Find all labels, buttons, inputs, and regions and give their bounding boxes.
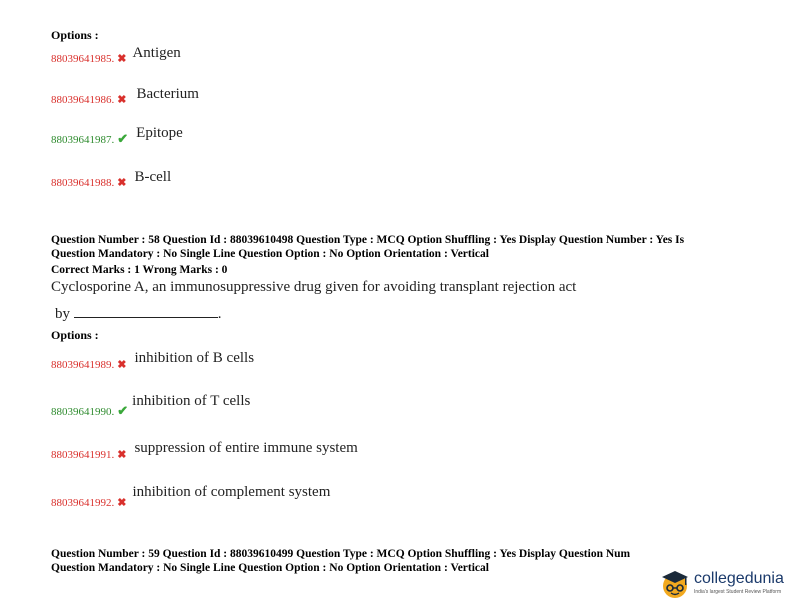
check-mark-icon: ✔: [117, 131, 129, 146]
option-text: Epitope: [136, 125, 183, 141]
option-text: Antigen: [132, 45, 181, 61]
option-text: inhibition of complement system: [132, 484, 331, 500]
option-row: [51, 86, 199, 108]
options-label: Options :: [51, 328, 99, 342]
marks-line: Correct Marks : 1 Wrong Marks : 0: [51, 264, 228, 276]
option-id: 88039641986.: [51, 94, 115, 106]
option-row: [51, 484, 331, 511]
option-row: [51, 440, 358, 463]
option-row: [51, 125, 183, 148]
options-label: Options :: [51, 28, 99, 42]
question-meta-line: Question Mandatory : No Single Line Question Option : No Option Orientation : Vertical: [51, 248, 489, 260]
cross-mark-icon: ✖: [117, 94, 127, 106]
question-meta-line: Question Number : 59 Question Id : 88039610499 Question Type : MCQ Option Shuffling : Yes Display Question Num: [51, 548, 631, 560]
option-id: 88039641987.: [51, 134, 115, 146]
option-row: [51, 393, 251, 420]
cross-mark-icon: ✖: [117, 449, 127, 461]
option-id: 88039641992.: [51, 497, 115, 509]
check-mark-icon: ✔: [117, 403, 129, 418]
question-meta-line: Question Number : 58 Question Id : 88039610498 Question Type : MCQ Option Shuffling : Yes Display Question Number : Yes Is: [51, 234, 685, 246]
option-id: 88039641991.: [51, 449, 115, 461]
option-id: 88039641989.: [51, 359, 115, 371]
option-id: 88039641985.: [51, 53, 115, 65]
option-id: 88039641990.: [51, 406, 115, 418]
cross-mark-icon: ✖: [117, 497, 127, 509]
cross-mark-icon: ✖: [117, 359, 127, 371]
question-text-continued: [55, 305, 222, 323]
logo-tagline: India's largest Student Review Platform: [694, 589, 782, 595]
option-text: inhibition of T cells: [132, 393, 251, 409]
option-id: 88039641988.: [51, 177, 115, 189]
logo-name: collegedunia: [694, 570, 784, 587]
option-row: [51, 169, 172, 191]
option-text: suppression of entire immune system: [134, 440, 358, 456]
option-row: [51, 45, 181, 67]
question-text-prefix: by: [55, 306, 70, 322]
collegedunia-logo: [660, 566, 786, 602]
question-meta-line: Question Mandatory : No Single Line Question Option : No Option Orientation : Vertical: [51, 562, 489, 574]
question-text-suffix: .: [217, 306, 222, 322]
cross-mark-icon: ✖: [117, 53, 127, 65]
option-text: Bacterium: [136, 86, 199, 102]
option-text: B-cell: [134, 169, 172, 185]
option-row: [51, 350, 255, 373]
option-text: inhibition of B cells: [134, 350, 255, 366]
question-text: Cyclosporine A, an immunosuppressive drug given for avoiding transplant rejection act: [51, 279, 577, 295]
graduate-cap-icon: [660, 568, 690, 600]
fill-blank: [74, 305, 218, 318]
cross-mark-icon: ✖: [117, 177, 127, 189]
